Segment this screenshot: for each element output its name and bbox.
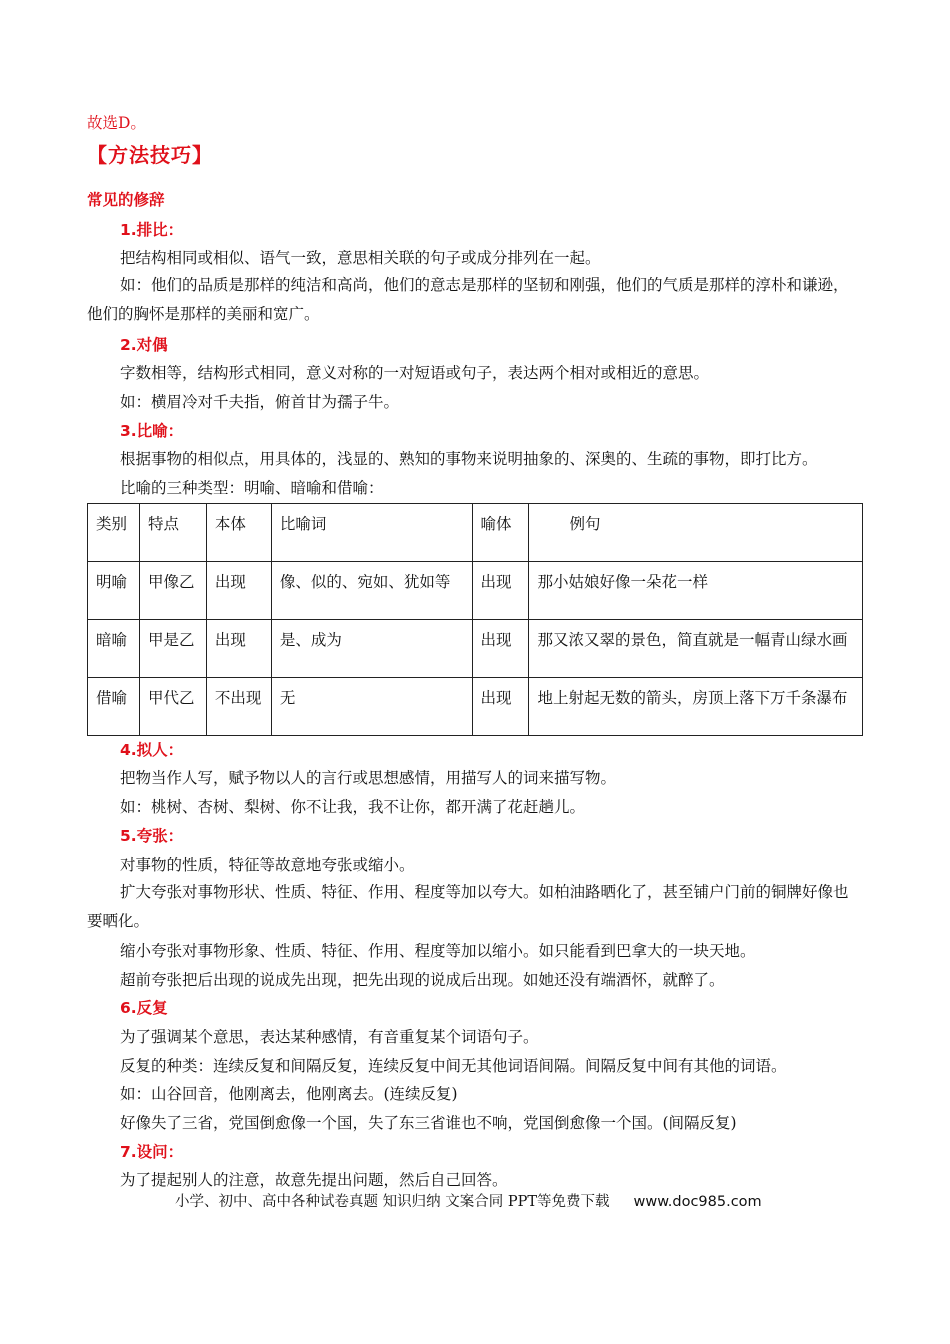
niren-def: 把物当作人写，赋予物以人的言行或思想感情，用描写人的词来描写物。 (120, 769, 617, 787)
intro-text: 故选D。 (87, 114, 146, 132)
section-title: 常见的修辞 (87, 191, 165, 209)
table-header-cell: 比喻词 (271, 504, 472, 562)
table-cell: 出现 (206, 620, 271, 678)
table-cell: 那小姑娘好像一朵花一样 (529, 562, 863, 620)
table-header-row (88, 504, 863, 562)
table-cell: 不出现 (206, 678, 271, 736)
table-cell: 地上射起无数的箭头，房顶上落下万千条瀑布 (529, 678, 863, 736)
paibi-example: 如：他们的品质是那样的纯洁和高尚，他们的意志是那样的坚韧和刚强，他们的气质是那样的淳朴和谦逊，他们的胸怀是那样的美丽和宽广。 (87, 276, 849, 323)
table-cell: 甲是乙 (139, 620, 206, 678)
table-row (88, 678, 863, 736)
fanfu-types: 反复的种类：连续反复和间隔反复，连续反复中间无其他词语间隔。间隔反复中间有其他的词语。 (120, 1057, 787, 1075)
table-cell: 借喻 (88, 678, 140, 736)
metaphor-table (87, 503, 863, 736)
duiou-def: 字数相等，结构形式相同，意义对称的一对短语或句子，表达两个相对或相近的意思。 (120, 364, 710, 382)
fanfu-example-2: 好像失了三省，党国倒愈像一个国，失了东三省谁也不响，党国倒愈像一个国。(间隔反复) (120, 1114, 737, 1132)
table-cell: 无 (271, 678, 472, 736)
heading-kuazhang: 5.夸张： (120, 827, 184, 845)
table-row (88, 562, 863, 620)
table-cell: 出现 (472, 620, 529, 678)
table-header-cell: 类别 (88, 504, 140, 562)
kuazhang-advance: 超前夸张把后出现的说成先出现，把先出现的说成后出现。如她还没有端酒怀，就醉了。 (120, 971, 725, 989)
fanfu-example-1: 如：山谷回音，他刚离去，他刚离去。(连续反复) (120, 1085, 458, 1103)
table-cell: 出现 (206, 562, 271, 620)
kuazhang-def: 对事物的性质，特征等故意地夸张或缩小。 (120, 856, 415, 874)
heading-duiou: 2.对偶 (120, 336, 168, 354)
page-footer (175, 1190, 762, 1211)
table-header-cell: 特点 (139, 504, 206, 562)
table-cell: 像、似的、宛如、犹如等 (271, 562, 472, 620)
kuazhang-shrink: 缩小夸张对事物形象、性质、特征、作用、程度等加以缩小。如只能看到巴拿大的一块天地。 (120, 942, 756, 960)
method-title: 【方法技巧】 (87, 143, 213, 167)
paibi-def: 把结构相同或相似、语气一致，意思相关联的句子或成分排列在一起。 (120, 249, 601, 267)
table-cell: 是、成为 (271, 620, 472, 678)
biyu-types: 比喻的三种类型：明喻、暗喻和借喻： (120, 479, 384, 497)
heading-shewen: 7.设问： (120, 1143, 184, 1161)
table-header-cell: 本体 (206, 504, 271, 562)
heading-biyu: 3.比喻： (120, 422, 184, 440)
fanfu-def: 为了强调某个意思，表达某种感情，有音重复某个词语句子。 (120, 1028, 539, 1046)
heading-niren: 4.拟人： (120, 741, 184, 759)
duiou-example: 如：横眉冷对千夫指，俯首甘为孺子牛。 (120, 393, 400, 411)
table-header-cell: 喻体 (472, 504, 529, 562)
kuazhang-enlarge: 扩大夸张对事物形状、性质、特征、作用、程度等加以夸大。如柏油路晒化了，甚至铺户门前的铜牌好像也要晒化。 (87, 883, 849, 930)
table-row (88, 620, 863, 678)
footer-text: 小学、初中、高中各种试卷真题 知识归纳 文案合同 PPT等免费下载 (175, 1194, 610, 1210)
heading-fanfu: 6.反复 (120, 999, 168, 1017)
table-cell: 出现 (472, 678, 529, 736)
heading-paibi: 1.排比： (120, 221, 184, 239)
footer-url[interactable]: www.doc985.com (633, 1194, 762, 1210)
table-cell: 甲像乙 (139, 562, 206, 620)
table-cell: 甲代乙 (139, 678, 206, 736)
table-cell: 暗喻 (88, 620, 140, 678)
biyu-def: 根据事物的相似点，用具体的，浅显的、熟知的事物来说明抽象的、深奥的、生疏的事物，即打比方。 (120, 450, 818, 468)
table-cell: 出现 (472, 562, 529, 620)
table-cell: 明喻 (88, 562, 140, 620)
shewen-def: 为了提起别人的注意，故意先提出问题，然后自己回答。 (120, 1171, 508, 1189)
table-cell: 那又浓又翠的景色，简直就是一幅青山绿水画 (529, 620, 863, 678)
table-header-cell: 例句 (529, 504, 863, 562)
niren-example: 如：桃树、杏树、梨树、你不让我，我不让你，都开满了花赶趟儿。 (120, 798, 586, 816)
